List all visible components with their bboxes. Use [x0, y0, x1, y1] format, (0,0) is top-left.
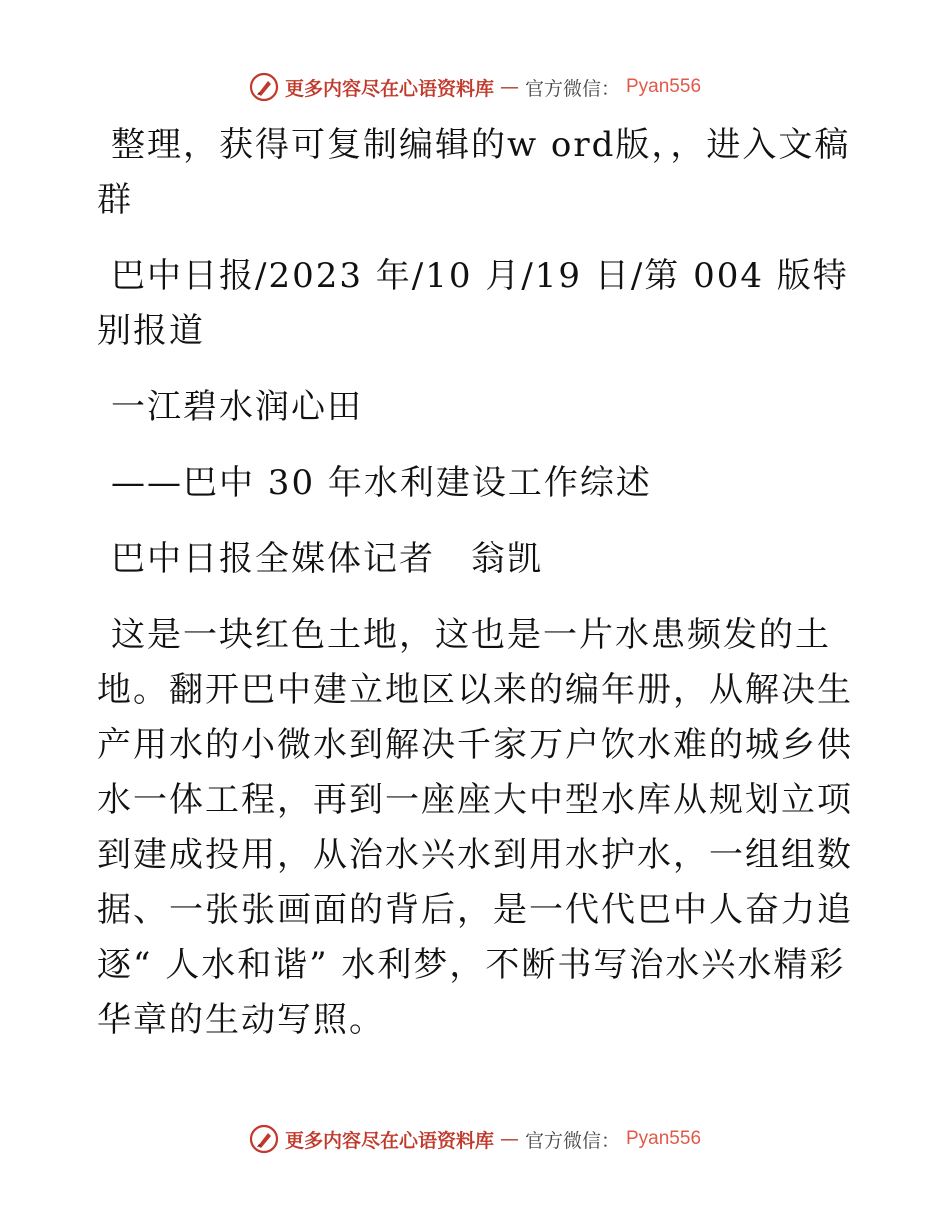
article-subtitle: ——巴中 30 年水利建设工作综述 [111, 463, 652, 503]
header-banner [0, 72, 950, 102]
pen-nib-logo-icon [249, 72, 279, 102]
footer-banner [0, 1124, 950, 1154]
source-line: 巴中日报/2023 年/10 月/19 日/第 004 版特别报道 [97, 256, 849, 351]
banner-wechat-id: Pyan556 [626, 76, 702, 97]
intro-note: 整理，获得可复制编辑的w ord版，，进入文稿群 [97, 125, 851, 220]
banner-main-text: 更多内容尽在心语资料库 [284, 77, 494, 100]
body-paragraph: 这是一块红色土地，这也是一片水患频发的土地。翻开巴中建立地区以来的编年册，从解决生产用水的小微水到解决千家万户饮水难的城乡供水一体工程，再到一座座大中型水库从规划立项到建成投用，从治水兴水到用水护水，一组组数据、一张张画面的背后，是一代代巴中人奋力追逐“ 人水和谐” 水利梦，不断书写治水兴水精彩华章的生动写照。 [97, 615, 853, 1040]
banner-main-text: 更多内容尽在心语资料库 [284, 1129, 494, 1152]
document-body [97, 118, 857, 1069]
banner-separator: — [499, 1128, 519, 1150]
byline: 巴中日报全媒体记者 翁凯 [111, 539, 543, 579]
banner-wechat-label: 官方微信： [524, 77, 620, 100]
article-title: 一江碧水润心田 [111, 387, 363, 427]
pen-nib-logo-icon [249, 1124, 279, 1154]
banner-wechat-label: 官方微信： [524, 1129, 620, 1152]
banner-wechat-id: Pyan556 [626, 1128, 702, 1149]
banner-separator: — [499, 76, 519, 98]
